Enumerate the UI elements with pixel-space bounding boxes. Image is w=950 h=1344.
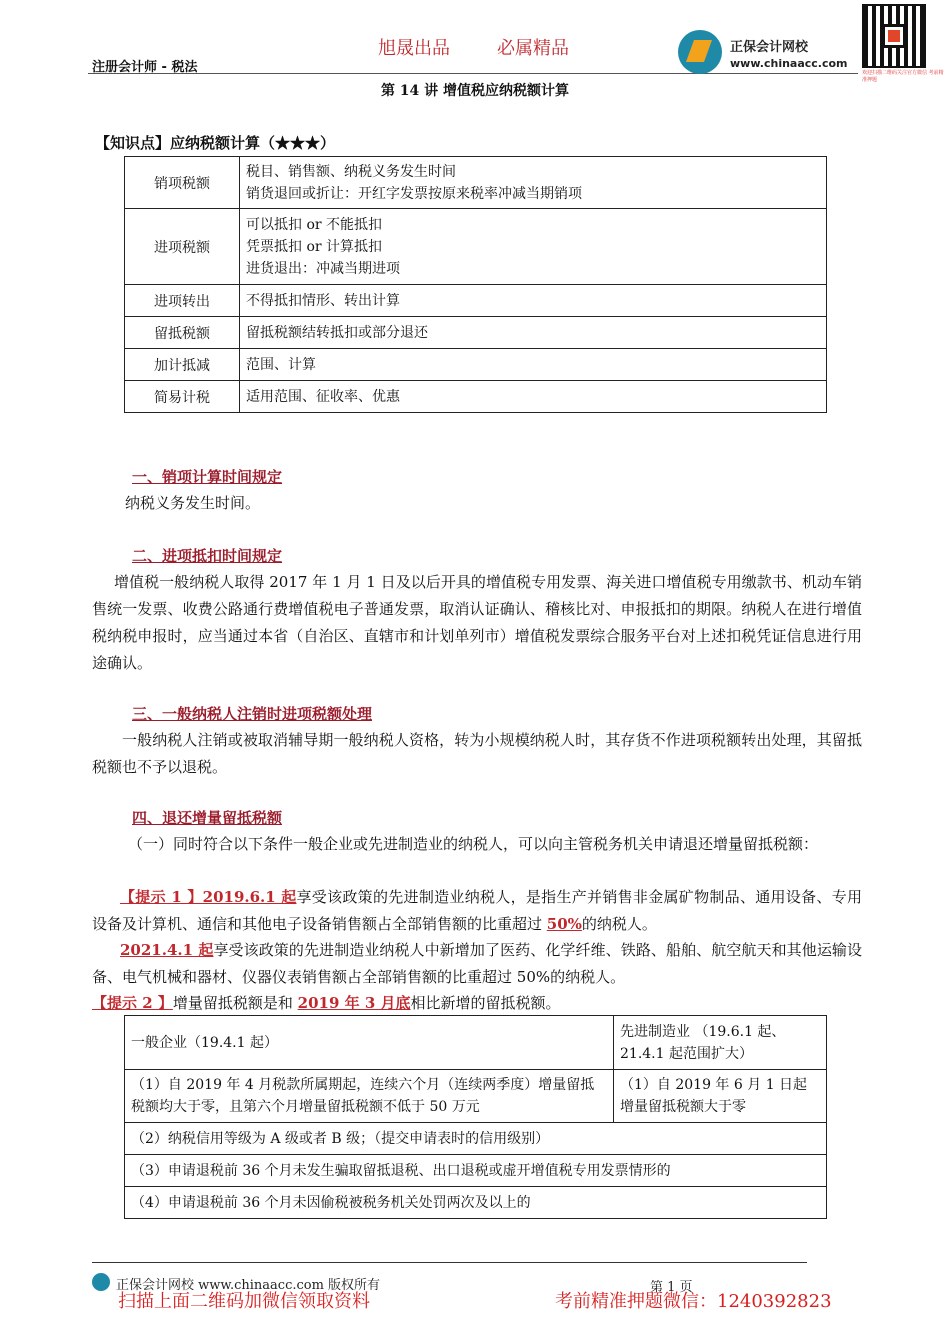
row-key: 进项税额	[125, 209, 240, 285]
footer-divider	[92, 1262, 807, 1263]
row-value	[240, 209, 827, 285]
table-row	[125, 1070, 827, 1123]
condition-2: （2）纳税信用等级为 A 级或者 B 级；（提交申请表时的信用级别）	[125, 1123, 827, 1155]
section-heading-3: 三、一般纳税人注销时进项税额处理	[132, 705, 373, 723]
row-line: 凭票抵扣 or 计算抵扣	[246, 238, 383, 255]
tip-1-label: 【提示 1 】2019.6.1 起	[120, 888, 297, 906]
tip-2-date: 2019 年 3 月底	[297, 994, 411, 1012]
condition-3: （3）申请退税前 36 个月未发生骗取留抵退税、出口退税或虚开增值税专用发票情形的	[125, 1155, 827, 1187]
table-row	[125, 285, 827, 317]
table-row	[125, 157, 827, 209]
table-row	[125, 1155, 827, 1187]
table-row	[125, 209, 827, 285]
row-key: 简易计税	[125, 381, 240, 413]
tip-2-text: 增量留抵税额是和	[172, 994, 298, 1012]
course-name: 注册会计师 - 税法	[92, 60, 198, 75]
row-line: 税目、销售额、纳税义务发生时间	[246, 163, 456, 180]
row-value	[240, 157, 827, 209]
brand-name: 正保	[730, 40, 757, 55]
page-number: 第 1 页	[650, 1280, 693, 1295]
section-text-1: 纳税义务发生时间。	[125, 494, 261, 512]
qr-code-icon[interactable]	[862, 4, 926, 68]
knowledge-point-title: 【知识点】应纳税额计算（★★★）	[95, 134, 336, 152]
row-value: 留抵税额结转抵扣或部分退还	[240, 317, 827, 349]
row-key: 进项转出	[125, 285, 240, 317]
promo-left: 扫描上面二维码加微信领取资料	[118, 1291, 370, 1312]
row-key: 留抵税额	[125, 317, 240, 349]
row-line: 可以抵扣 or 不能抵扣	[246, 216, 383, 233]
promo-right: 考前精准押题微信：1240392823	[555, 1291, 832, 1312]
tip-1-text: 享受该政策的先进制造业纳税人，是指生产并销售非金属矿物制品、通用设备、专用设备及计算机、通信和其他电子设备销售额占全部销售额的比重超过	[92, 888, 862, 933]
table-row	[125, 1016, 827, 1070]
section-heading-1: 一、销项计算时间规定	[132, 468, 283, 486]
table-row	[125, 349, 827, 381]
table-row	[125, 1123, 827, 1155]
section-text-3: 一般纳税人注销或被取消辅导期一般纳税人资格，转为小规模纳税人时，其存货不作进项税额转出处理，其留抵税额也不予以退税。	[92, 731, 862, 776]
table-row	[125, 381, 827, 413]
brand-sub: 会计网校	[756, 40, 809, 55]
tip-1-text-end: 的纳税人。	[581, 915, 657, 933]
tip-1b	[92, 937, 862, 991]
table-row	[125, 1187, 827, 1219]
refund-conditions-table	[124, 1015, 827, 1219]
brand-logo[interactable]	[678, 30, 858, 74]
condition-advanced: （1）自 2019 年 6 月 1 日起增量留抵税额大于零	[614, 1070, 827, 1123]
footer-logo-icon	[92, 1273, 110, 1291]
tip-2-label: 【提示 2 】	[92, 994, 173, 1012]
slogan-left: 旭晟出品	[378, 38, 450, 59]
qr-caption: 欢迎扫描二维码关注官方微信 考前精准押题	[862, 70, 944, 83]
condition-general: （1）自 2019 年 4 月税款所属期起，连续六个月（连续两季度）增量留抵税额均大于零，且第六个月增量留抵税额不低于 50 万元	[125, 1070, 614, 1123]
table-row	[125, 317, 827, 349]
row-line: 进货退出：冲减当期进项	[246, 260, 400, 277]
tip-1b-label: 2021.4.1 起	[120, 941, 214, 959]
row-key: 加计抵减	[125, 349, 240, 381]
tip-2-text-end: 相比新增的留抵税额。	[410, 994, 561, 1012]
tip-1	[92, 884, 862, 938]
row-value: 范围、计算	[240, 349, 827, 381]
condition-4: （4）申请退税前 36 个月未因偷税被税务机关处罚两次及以上的	[125, 1187, 827, 1219]
tip-1-percent: 50%	[546, 915, 582, 933]
row-value: 适用范围、征收率、优惠	[240, 381, 827, 413]
tip-1b-text: 享受该政策的先进制造业纳税人中新增加了医药、化学纤维、铁路、船舶、航空航天和其他运输设备、电气机械和器材、仪器仪表销售额占全部销售额的比重超过 50%的纳税人。	[92, 941, 862, 986]
section-heading-2: 二、进项抵扣时间规定	[132, 547, 283, 565]
table-header-advanced: 先进制造业 （19.6.1 起、21.4.1 起范围扩大）	[614, 1016, 827, 1070]
slogan-right: 必属精品	[497, 38, 569, 59]
tip-2	[92, 990, 862, 1017]
section-text-2: 增值税一般纳税人取得 2017 年 1 月 1 日及以后开具的增值税专用发票、海关进口增值税专用缴款书、机动车销售统一发票、收费公路通行费增值税电子普通发票，取消认证确认、稽核比对、申报抵扣的期限。纳税人在进行增值税纳税申报时，应当通过本省（自治区、直辖市和计划单列市）增值税发票综合服务平台对上述扣税凭证信息进行用途确认。	[92, 573, 862, 672]
brand-url: www.chinaacc.com	[730, 57, 848, 70]
row-key: 销项税额	[125, 157, 240, 209]
section-intro-4: （一）同时符合以下条件一般企业或先进制造业的纳税人，可以向主管税务机关申请退还增量留抵税额：	[128, 835, 819, 853]
overview-table	[124, 156, 827, 413]
lecture-title: 第 14 讲 增值税应纳税额计算	[380, 83, 570, 99]
section-heading-4: 四、退还增量留抵税额	[132, 809, 283, 827]
row-value: 不得抵扣情形、转出计算	[240, 285, 827, 317]
row-line: 销货退回或折让：开红字发票按原来税率冲减当期销项	[246, 185, 582, 202]
table-header-general: 一般企业（19.4.1 起）	[125, 1016, 614, 1070]
logo-icon	[678, 30, 722, 74]
footer-copyright: 正保会计网校 www.chinaacc.com 版权所有	[116, 1278, 381, 1293]
